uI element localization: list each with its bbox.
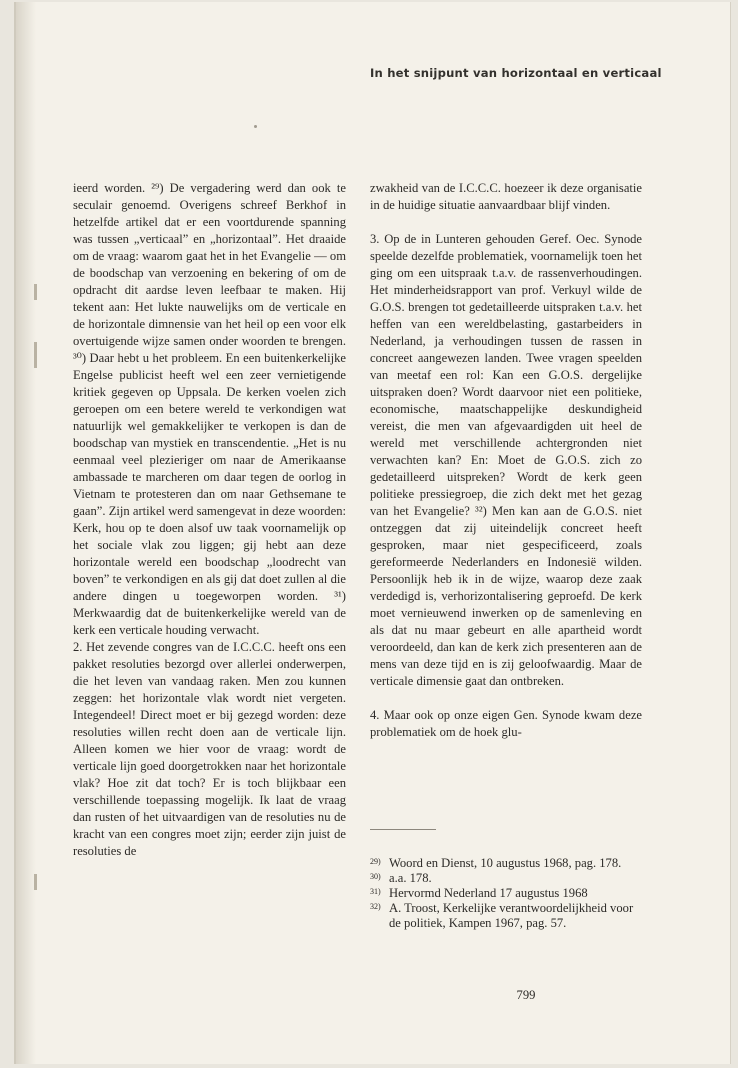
footnote	[370, 901, 642, 931]
page-number: 799	[516, 988, 536, 1002]
footnotes	[370, 856, 642, 931]
left-paragraph-2: 2. Het zevende congres van de I.C.C.C. heeft ons een pakket resoluties bezorgd over allerlei onderwerpen, die het leven van vandaag raken. Men zou kunnen zeggen: het horizontale vlak wordt niet vergeten. Integendeel! Direct moet er bij gezegd worden: deze resoluties willen recht doen aan de verticale lijn. Alleen komen we hier voor de vraag: wordt de verticale lijn goed doorgetrokken naar het horizontale vlak? Hoe zit dat toch? Er is toch blijkbaar een verschillende toepassing mogelijk. Ik laat de vraag dan rusten of het uitvaardigen van de resoluties nu de kracht van een congres moet zijn; eerder zijn juist de resoluties de	[73, 640, 346, 858]
right-column	[370, 180, 642, 741]
footnote-text: A. Troost, Kerkelijke verantwoordelijkheid voor de politiek, Kampen 1967, pag. 57.	[389, 901, 634, 930]
footnote-number: 30)	[370, 872, 381, 881]
edge-mark-middle	[34, 342, 37, 368]
footnote-text: a.a. 178.	[389, 871, 432, 885]
edge-mark-bottom	[34, 874, 37, 890]
edge-mark-top	[34, 284, 37, 300]
right-paragraph-2: 3. Op de in Lunteren gehouden Geref. Oec. Synode speelde dezelfde problematiek, voornamelijk toen het ging om een uitspraak t.a.v. de rassenverhoudingen. Het minderheidsrapport van prof. Verkuyl wilde de G.O.S. brengen tot gedetailleerde uitspraken t.a.v. het heffen van een wereldbelasting, gastarbeiders in Nederland, ja verhoudingen tussen de rassen in concreet aangewezen landen. Twee vragen speelden van meetaf een rol: Kan een G.O.S. dergelijke uitspraken doen? Wordt daarvoor niet een politieke, economische, maatschappelijke deskundigheid vereist, die men van afgevaardigden uit heel de wereld met verschillende achtergronden niet verwachten kan? En: Moet de G.O.S. zich zo gedetailleerd uitspreken? Wordt de kerk geen politieke pressiegroep, die zich dekt met het gezag van het Evangelie? ³²) Men kan aan de G.O.S. niet ontzeggen dat zij uiteindelijk concreet heeft gesproken, maar niet gespecificeerd, zoals gereformeerde Nederlanders en Indonesië wilden. Persoonlijk heb ik in de wijze, waarop deze zaak verdedigd is, verhorizontalisering geproefd. De kerk moet vernieuwend inwerken op de samenleving en als dat nu maar gebeurt en alle apartheid wordt veroordeeld, dan kan de kerk zich presenteren aan de mens van deze tijd en is zij geloofwaardig. Maar de verticale dimensie gaat dan ontbreken.	[370, 232, 642, 688]
footnote-text: Woord en Dienst, 10 augustus 1968, pag. 178.	[389, 856, 622, 870]
footnote-number: 31)	[370, 887, 381, 896]
right-paragraph-3: 4. Maar ook op onze eigen Gen. Synode kwam deze problematiek om de hoek glu-	[370, 708, 642, 739]
running-head: In het snijpunt van horizontaal en verticaal	[370, 66, 662, 80]
left-paragraph-1: ieerd worden. ²⁹) De vergadering werd dan ook te seculair genoemd. Overigens schreef Berkhof in hetzelfde artikel dat er een voortdurende spanning was tussen „verticaal” en „horizontaal”. Het draaide om de vraag: waarom gaat het in het Evangelie — om de boodschap van verzoening en bekering of om de opdracht dit aardse leven leefbaar te maken. Hij tekent aan: Het lukte nauwelijks om de verticale en de horizontale dimnensie van het heil op een voor elk overtuigende wijze samen onder woorden te brengen. ³⁰) Daar hebt u het probleem. En een buitenkerkelijke Engelse publicist heeft wel een zeer vernietigende kritiek gegeven op Uppsala. De kerken voelen zich geroepen om een betere wereld te verkondigen wat natuurlijk wel gemakkelijker te verkopen is dan de boodschap van mystiek en transcendentie. „Het is nu eenmaal veel plezieriger om naar de Amerikaanse ambassade te marcheren om daar tegen de oorlog in Vietnam te protesteren dan om naar Gethsemane te gaan”. Zijn artikel werd samengevat in deze woorden: Kerk, hou op te doen alsof uw taak voornamelijk op het sociale vlak zou liggen; gij hebt aan deze horizontale wereld een boodschap „loodrecht van boven” te verkondigen en als gij dat doet zullen al die andere dingen u toegeworpen worden. ³¹) Merkwaardig dat de buitenkerkelijke wereld van de kerk een verticale houding verwacht.	[73, 181, 346, 637]
footnote-text: Hervormd Nederland 17 augustus 1968	[389, 886, 588, 900]
footnote-number: 29)	[370, 857, 381, 866]
speck	[254, 125, 257, 128]
left-column	[73, 180, 346, 860]
footnote	[370, 886, 642, 901]
spine-shadow	[16, 2, 36, 1064]
right-paragraph-1: zwakheid van de I.C.C.C. hoezeer ik deze organisatie in de huidige situatie aanvaardbaar blijf vinden.	[370, 181, 642, 212]
footnote-number: 32)	[370, 902, 381, 911]
footnote-rule	[370, 829, 436, 830]
footnote	[370, 856, 642, 871]
footnote	[370, 871, 642, 886]
